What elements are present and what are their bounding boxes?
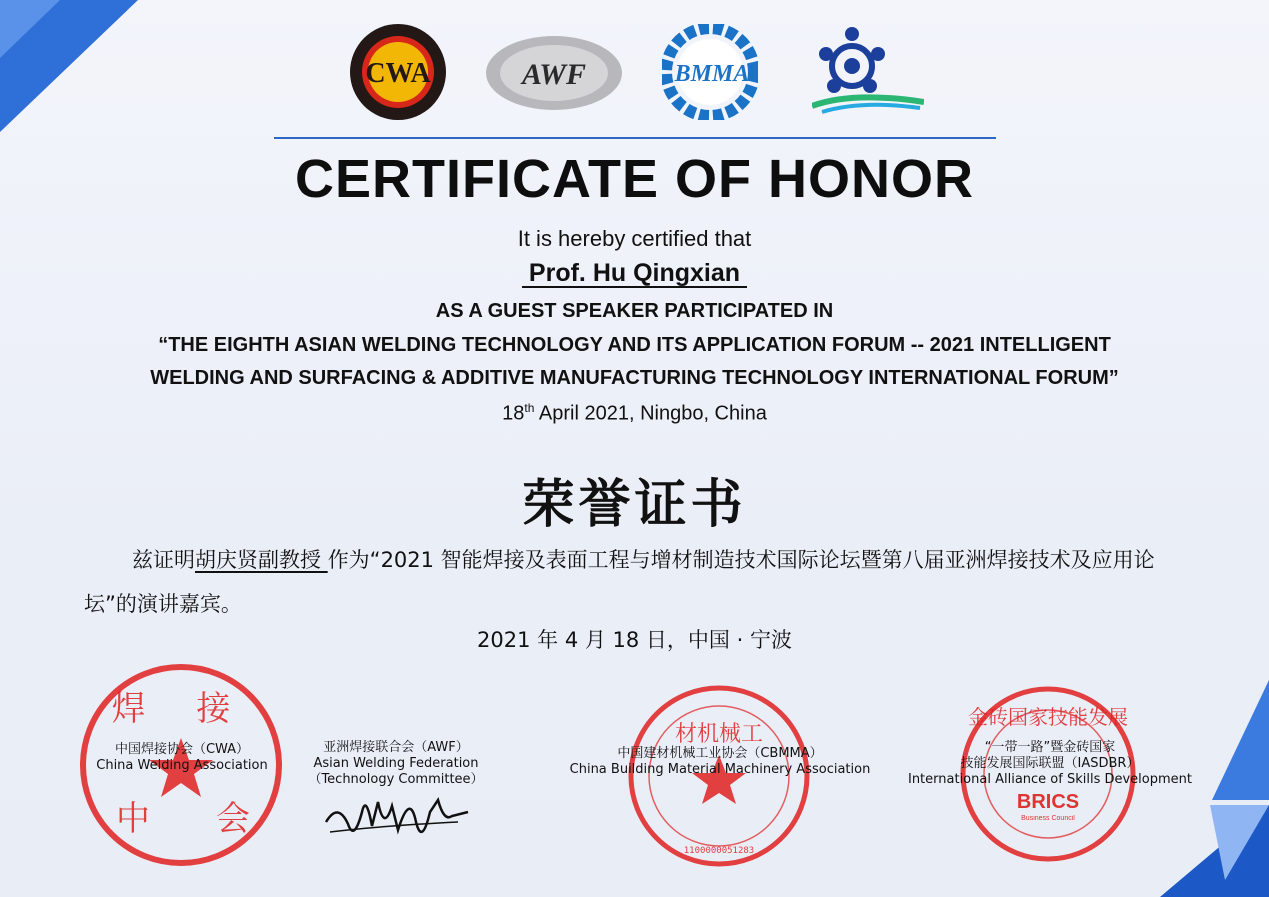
- event-date: [0, 401, 1269, 426]
- svg-text:中: 中: [116, 799, 150, 839]
- iasdbr-logo: [812, 26, 924, 116]
- awf-signature: [318, 782, 478, 852]
- signatory-awf: [296, 740, 496, 788]
- signatory-cbmma: [560, 746, 880, 778]
- signatory-cwa: [82, 742, 282, 774]
- forum-line-2: WELDING AND SURFACING & ADDITIVE MANUFACTURING TECHNOLOGY INTERNATIONAL FORUM”: [150, 367, 1119, 389]
- event-date-suffix: th: [524, 401, 535, 415]
- chinese-body-prefix: 兹证明: [132, 548, 195, 572]
- svg-text:Business Council: Business Council: [1021, 815, 1075, 822]
- logo-row: [340, 22, 940, 122]
- signatory-cbmma-en: China Building Material Machinery Association: [569, 762, 871, 777]
- signatory-cwa-en: China Welding Association: [96, 758, 268, 773]
- signatory-awf-en: Asian Welding Federation: [313, 756, 479, 771]
- svg-text:会: 会: [216, 799, 250, 839]
- certificate-title: CERTIFICATE OF HONOR: [295, 149, 974, 209]
- signatory-awf-cn: 亚洲焊接联合会（AWF）: [323, 740, 469, 755]
- chinese-date: 2021 年 4 月 18 日，中国 · 宁波: [477, 628, 792, 652]
- corner-decoration-bottom-right: [1150, 680, 1269, 897]
- corner-decoration-top-left: [0, 0, 140, 140]
- certified-line: It is hereby certified that: [517, 226, 752, 251]
- awf-logo: [484, 34, 624, 112]
- chinese-title: 荣誉证书: [522, 475, 747, 535]
- event-date-rest: April 2021, Ningbo, China: [534, 402, 767, 425]
- signatory-cwa-cn: 中国焊接协会（CWA）: [114, 742, 250, 757]
- svg-text:CWA: CWA: [365, 58, 431, 89]
- svg-text:BMMA: BMMA: [674, 61, 750, 87]
- signatory-cbmma-cn: 中国建材机械工业协会（CBMMA）: [617, 746, 823, 761]
- event-date-day: 18: [502, 402, 525, 425]
- chinese-recipient: 胡庆贤副教授: [195, 548, 328, 572]
- signatory-awf-en2: （Technology Committee）: [308, 772, 484, 787]
- signatory-iasdbr: [900, 740, 1200, 788]
- svg-text:AWF: AWF: [522, 58, 586, 91]
- forum-line-1: “THE EIGHTH ASIAN WELDING TECHNOLOGY AND ITS APPLICATION FORUM -- 2021 INTELLIGENT: [158, 334, 1111, 356]
- signatory-iasdbr-cn2: 技能发展国际联盟（IASDBR）: [960, 756, 1140, 771]
- signatory-iasdbr-en: International Alliance of Skills Development: [907, 772, 1192, 787]
- bmma-logo: [662, 24, 758, 120]
- svg-text:BRICS: BRICS: [1016, 791, 1080, 813]
- role-line: AS A GUEST SPEAKER PARTICIPATED IN: [435, 300, 834, 322]
- chinese-body-rest: 作为“2021 智能焊接及表面工程与增材制造技术国际论坛暨第八届亚洲焊接技术及应用论坛”的演讲嘉宾。: [84, 548, 1155, 616]
- recipient-name: Prof. Hu Qingxian: [521, 259, 747, 287]
- recipient-line: [0, 259, 1269, 288]
- svg-text:1100000051283: 1100000051283: [683, 846, 755, 856]
- svg-text:焊 接: 焊 接: [111, 689, 251, 729]
- svg-text:金砖国家技能发展: 金砖国家技能发展: [968, 705, 1128, 729]
- signatory-iasdbr-cn: “一带一路”暨金砖国家: [984, 740, 1116, 755]
- chinese-body: [84, 538, 1194, 626]
- svg-text:材机械工: 材机械工: [674, 722, 764, 747]
- cwa-logo: [348, 22, 448, 122]
- header-rule: [274, 137, 996, 139]
